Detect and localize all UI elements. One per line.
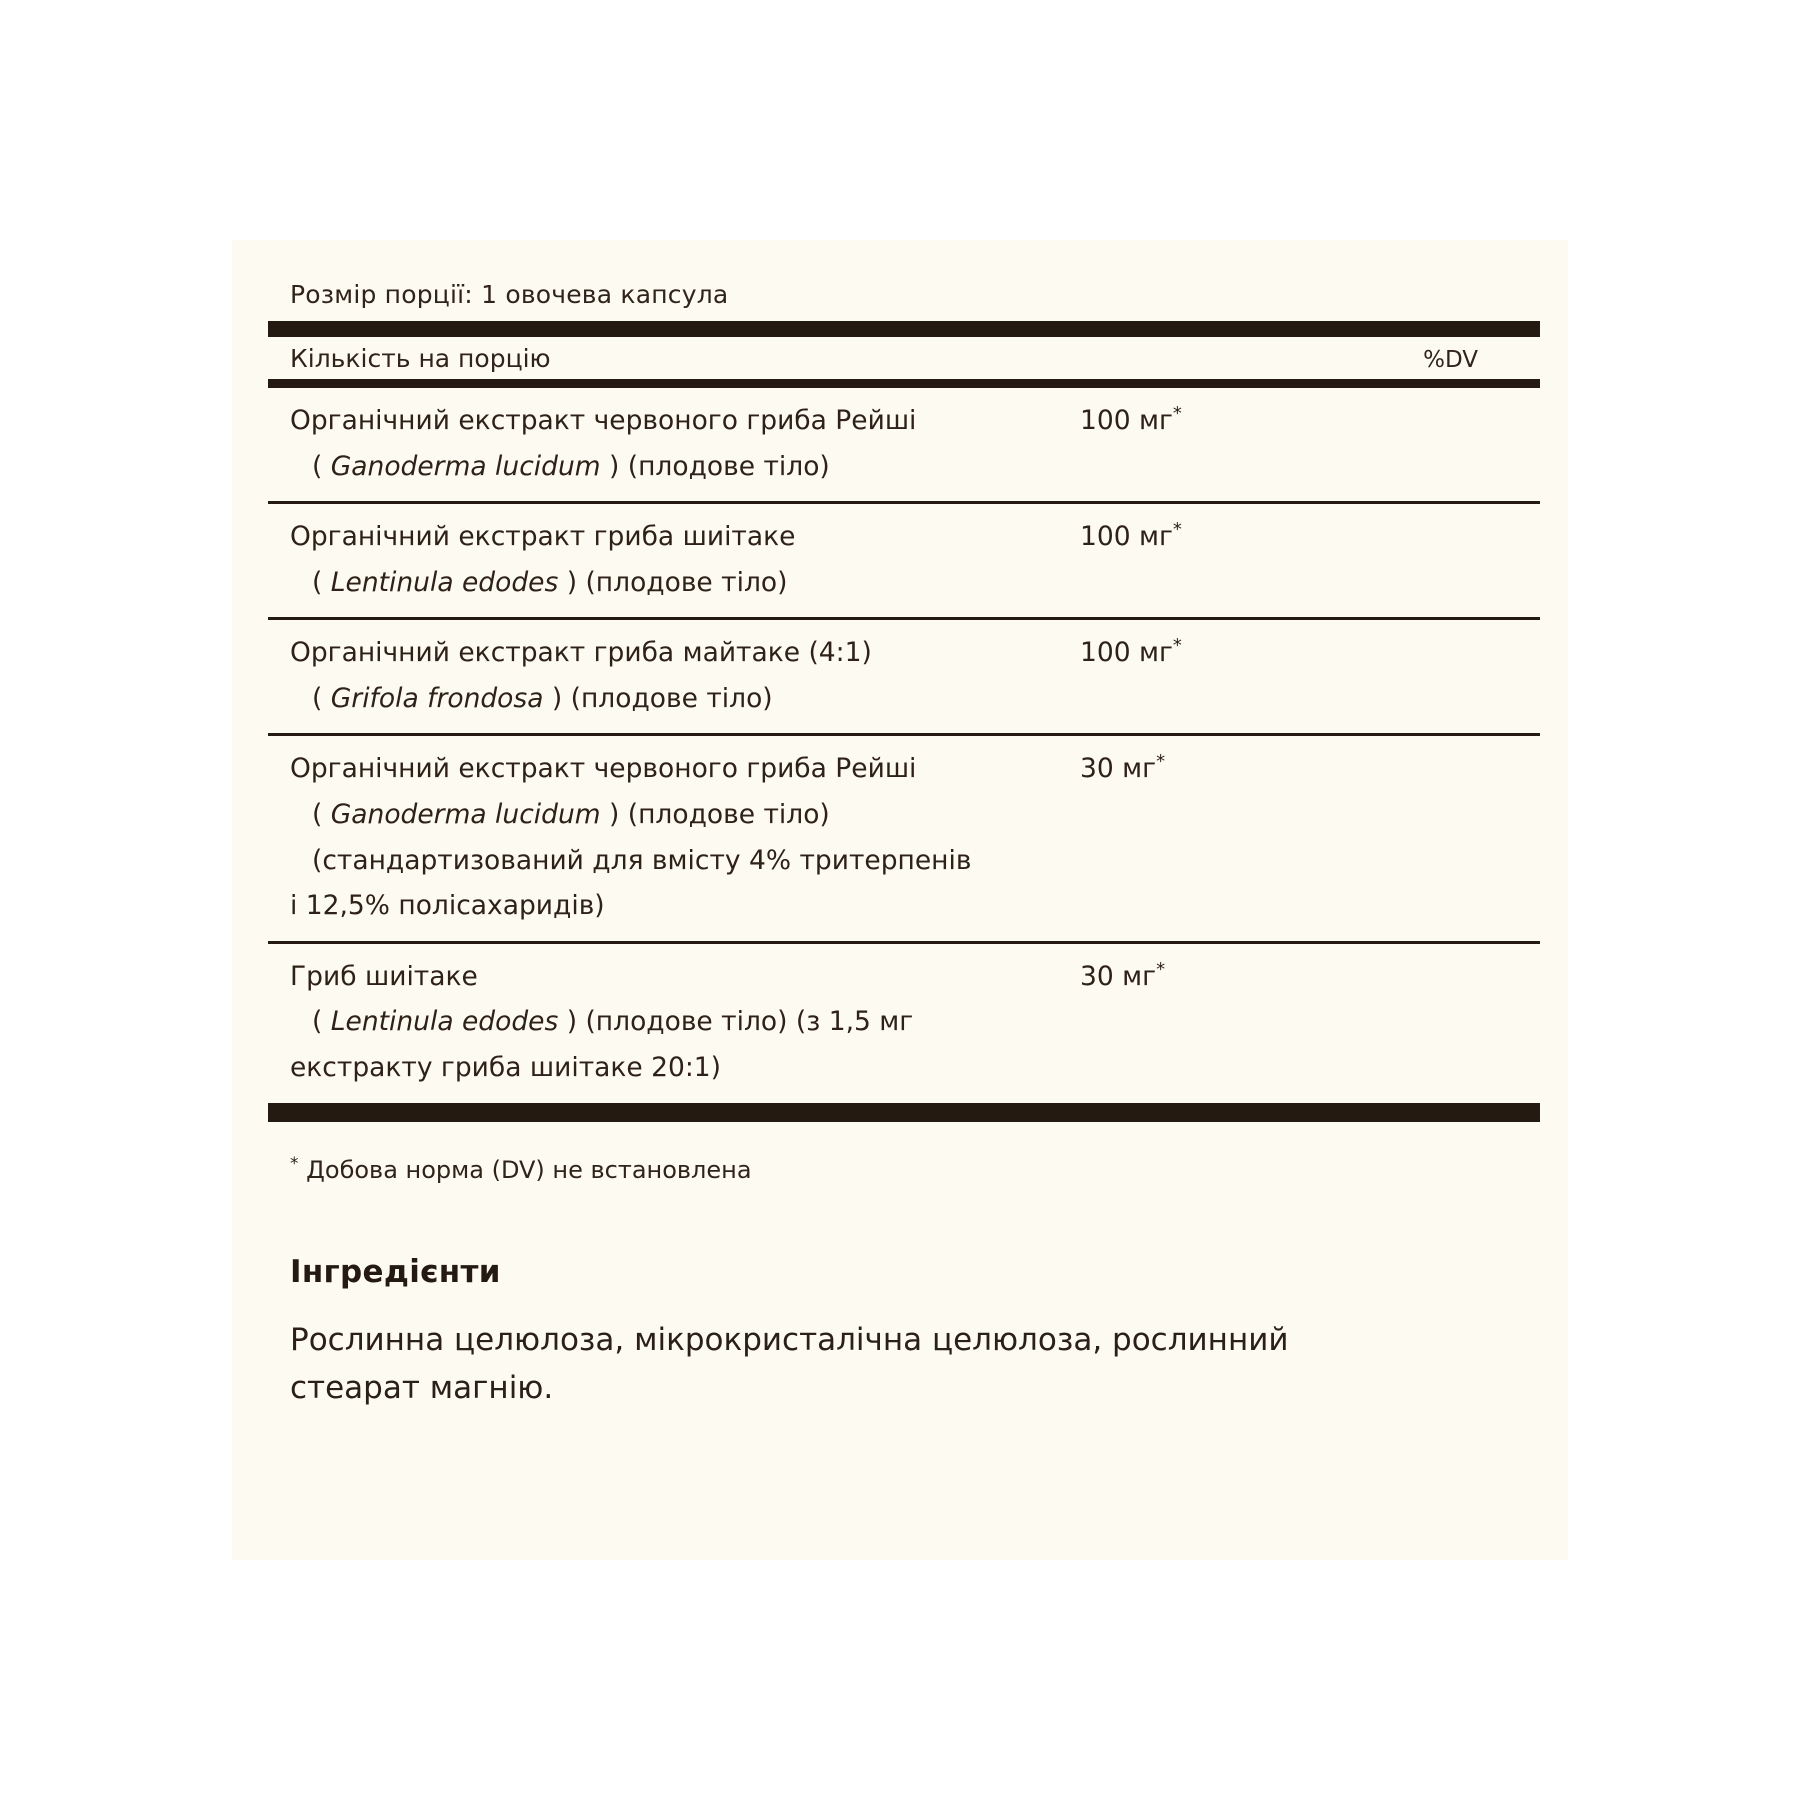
serving-size-label: Розмір порції: 1 овочева капсула [290,280,729,309]
amount-per-serving-header [268,337,1540,379]
amount-value: 30 мг [1080,960,1157,992]
dv-footnote [268,1122,1540,1184]
table-header-rule [268,379,1540,388]
nutrient-amount [1058,746,1540,928]
ingredients-heading: Інгредієнти [290,1253,501,1290]
nutrient-name [268,954,1058,1091]
nutrient-line-1: Органічний екстракт червоного гриба Рейші [290,405,917,436]
nutrient-line-1: Гриб шиітаке [290,960,478,992]
amount-footnote-mark: * [1172,635,1182,657]
paren-open: ( [312,799,331,831]
paren-close: ) (плодове тіло) [600,799,830,831]
amount-value: 30 мг [1080,753,1157,785]
nutrient-amount [1058,514,1540,605]
nutrient-line-2 [290,560,1058,606]
latin-name: Ganoderma lucidum [330,450,601,482]
nutrient-name [268,746,1058,928]
dv-column-header: %DV [1423,347,1478,373]
label-content [268,280,1540,1412]
table-row [268,504,1540,620]
nutrient-line-1: Органічний екстракт червоного гриба Рейші [290,753,917,785]
table-row [268,388,1540,504]
paren-open: ( [312,450,331,482]
paren-close: ) (плодове тіло) [600,450,830,482]
paren-close: ) (плодове тіло) (з 1,5 мг [558,1006,914,1038]
nutrient-line-1: Органічний екстракт гриба шиітаке [290,521,796,553]
nutrient-name [268,514,1058,605]
amount-footnote-mark: * [1156,958,1166,980]
paren-open: ( [312,566,331,598]
paren-close: ) (плодове тіло) [543,682,773,714]
latin-name: Lentinula edodes [330,566,559,598]
nutrient-line-4: і 12,5% полісахаридів) [290,890,605,922]
footnote-mark: * [290,1153,299,1174]
latin-name: Lentinula edodes [330,1006,559,1038]
amount-footnote-mark: * [1172,403,1182,424]
paren-open: ( [312,682,331,714]
amount-footnote-mark: * [1172,519,1182,541]
nutrient-name [268,398,1058,489]
amount-per-serving-label: Кількість на порцію [290,344,551,373]
nutrient-line-2 [290,792,1058,838]
nutrient-line-3: (стандартизований для вмісту 4% тритерпенів [312,844,972,876]
nutrient-amount [1058,630,1540,721]
table-top-rule [268,321,1540,337]
nutrient-line-2 [290,999,1058,1045]
table-row [268,944,1540,1106]
ingredients-text: Рослинна целюлоза, мікрокристалічна целюлоза, рослинний стеарат магнію. [290,1321,1289,1406]
nutrient-name [268,630,1058,721]
footnote-text: Добова норма (DV) не встановлена [298,1155,752,1184]
amount-value: 100 мг [1080,404,1173,436]
amount-value: 100 мг [1080,520,1173,552]
nutrient-line-3: екстракту гриба шиітаке 20:1) [290,1051,721,1083]
nutrient-line-2 [290,676,1058,722]
amount-value: 100 мг [1080,637,1173,669]
nutrient-line-1: Органічний екстракт гриба майтаке (4:1) [290,637,872,669]
paren-open: ( [312,1006,331,1038]
table-bottom-rule [268,1106,1540,1122]
table-row [268,736,1540,943]
table-row [268,620,1540,736]
latin-name: Ganoderma lucidum [330,799,601,831]
latin-name: Grifola frondosa [330,682,544,714]
amount-footnote-mark: * [1156,751,1166,773]
nutrient-amount [1058,398,1540,489]
paren-close: ) (плодове тіло) [558,566,788,598]
nutrient-line-2 [290,444,1058,490]
nutrient-amount [1058,954,1540,1091]
